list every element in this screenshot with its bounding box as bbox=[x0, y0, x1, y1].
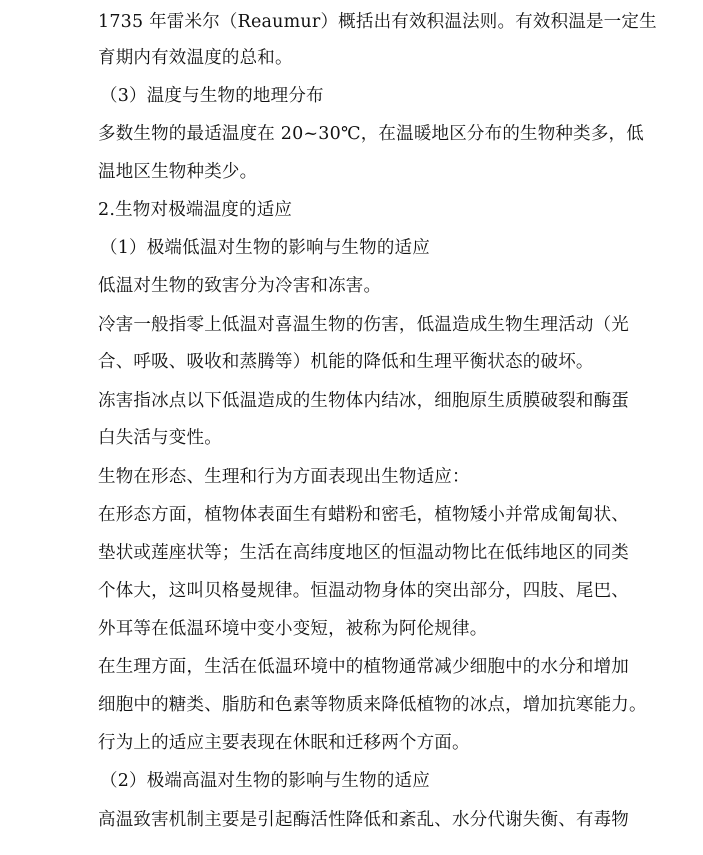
text-line: 白失活与变性。 bbox=[98, 428, 222, 448]
text-line: 冷害一般指零上低温对喜温生物的伤害，低温造成生物生理活动（光 bbox=[98, 315, 629, 335]
text-line: 高温致害机制主要是引起酶活性降低和紊乱、水分代谢失衡、有毒物 bbox=[98, 810, 629, 830]
text-line: 行为上的适应主要表现在休眠和迁移两个方面。 bbox=[98, 733, 470, 753]
text-line: 在生理方面，生活在低温环境中的植物通常减少细胞中的水分和增加 bbox=[98, 657, 629, 677]
section-heading: （2）极端高温对生物的影响与生物的适应 bbox=[100, 771, 430, 791]
text-line: 个体大，这叫贝格曼规律。恒温动物身体的突出部分，四肢、尾巴、 bbox=[98, 581, 629, 601]
text-line: 1735 年雷米尔（Reaumur）概括出有效积温法则。有效积温是一定生 bbox=[98, 12, 657, 32]
text-line: 垫状或莲座状等；生活在高纬度地区的恒温动物比在低纬地区的同类 bbox=[98, 543, 629, 563]
text-line: 育期内有效温度的总和。 bbox=[98, 48, 293, 68]
section-heading: （3）温度与生物的地理分布 bbox=[100, 86, 324, 106]
text-line: 冻害指冰点以下低温造成的生物体内结冰，细胞原生质膜破裂和酶蛋 bbox=[98, 391, 629, 411]
text-line: 温地区生物种类少。 bbox=[98, 162, 258, 182]
text-line: 多数生物的最适温度在 20~30℃，在温暖地区分布的生物种类多，低 bbox=[98, 124, 644, 144]
text-line: 细胞中的糖类、脂肪和色素等物质来降低植物的冰点，增加抗寒能力。 bbox=[98, 695, 647, 715]
section-heading: （1）极端低温对生物的影响与生物的适应 bbox=[100, 238, 430, 258]
text-line: 合、呼吸、吸收和蒸腾等）机能的降低和生理平衡状态的破坏。 bbox=[98, 352, 594, 372]
text-line: 在形态方面，植物体表面生有蜡粉和密毛，植物矮小并常成匍匐状、 bbox=[98, 505, 629, 525]
text-line: 低温对生物的致害分为冷害和冻害。 bbox=[98, 276, 382, 296]
section-heading: 2.生物对极端温度的适应 bbox=[98, 200, 293, 220]
text-line: 外耳等在低温环境中变小变短，被称为阿伦规律。 bbox=[98, 619, 488, 639]
text-line: 生物在形态、生理和行为方面表现出生物适应： bbox=[98, 467, 470, 487]
